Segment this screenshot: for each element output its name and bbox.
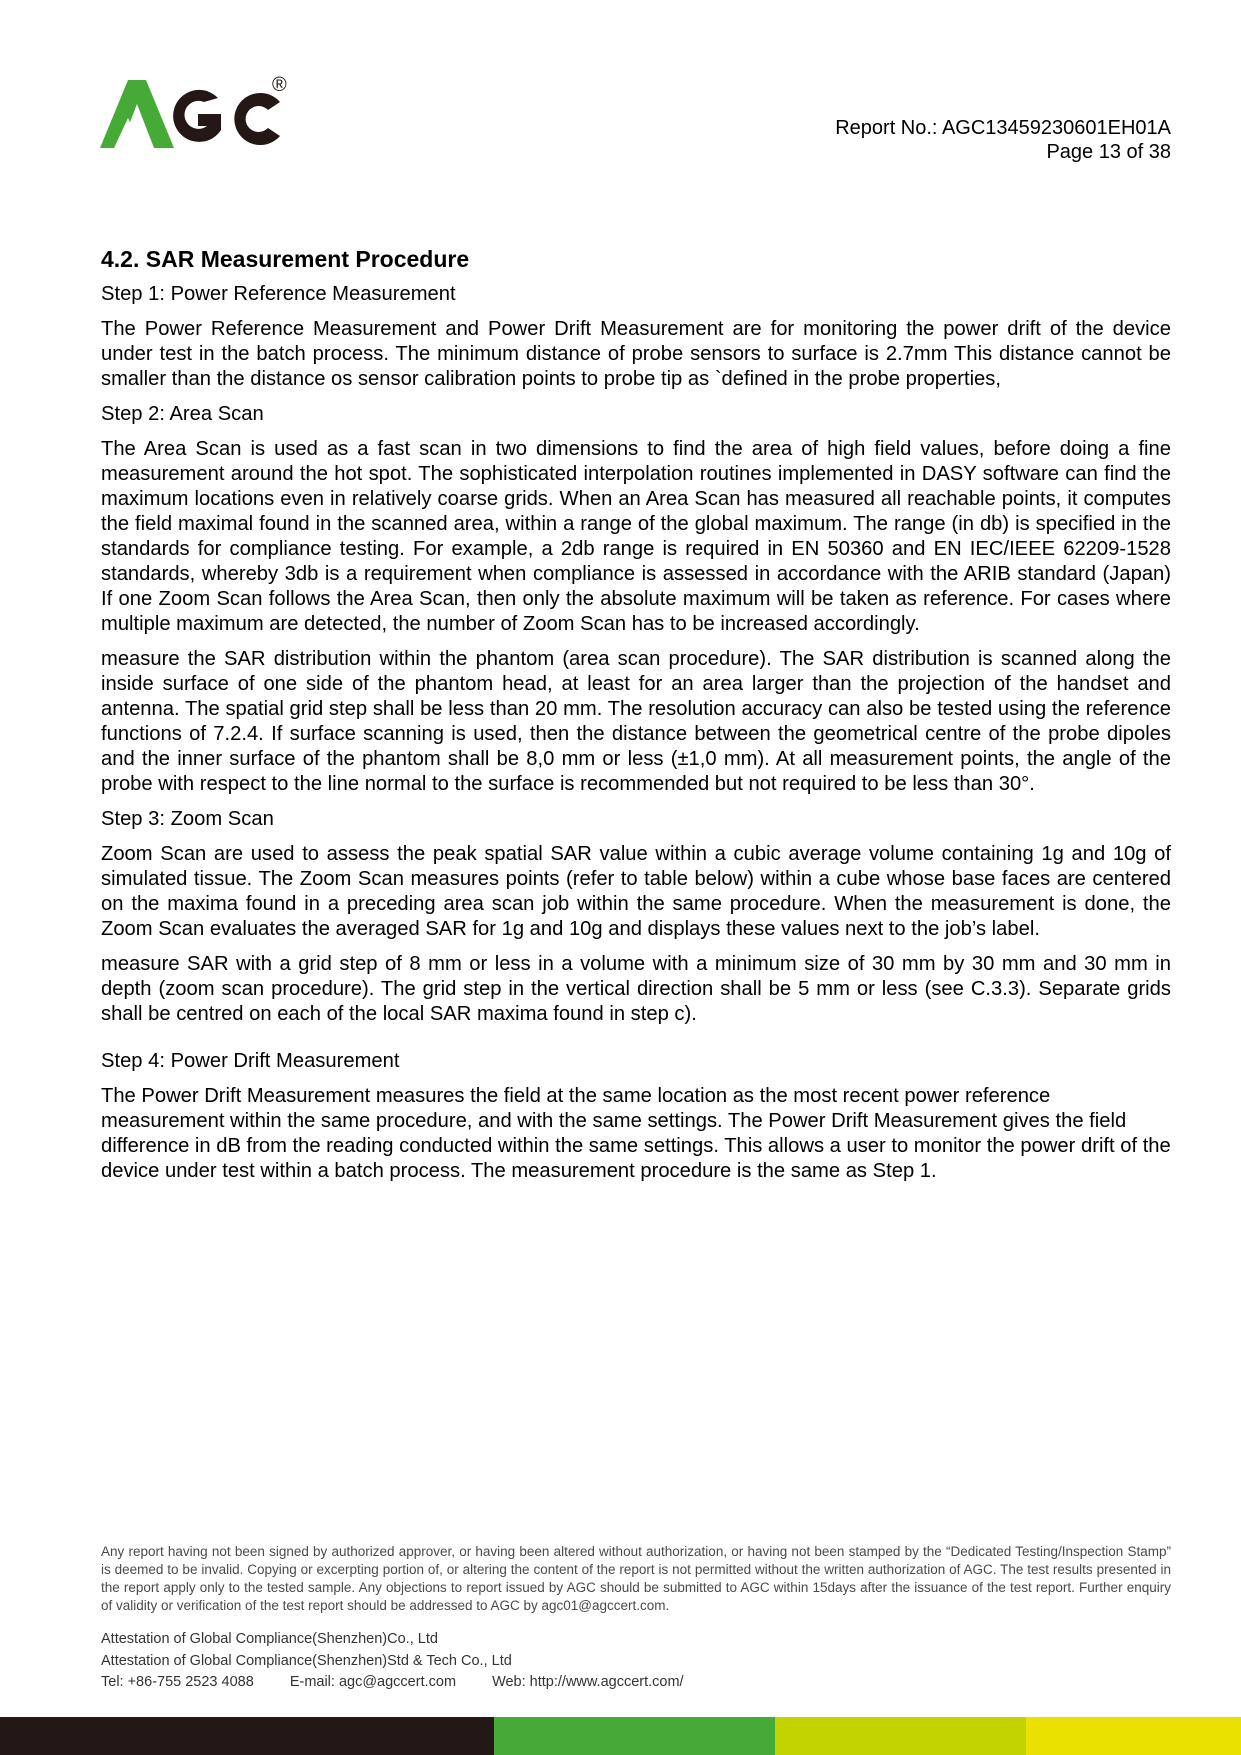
email-link[interactable]: E-mail: agc@agccert.com (289, 1674, 457, 1690)
footer-company-info (101, 1629, 1171, 1694)
step-4-paragraph: The Power Drift Measurement measures the field at the same location as the most recent power reference measurement within the same procedure, and with the same settings. The Power Drift Measurement gives the field difference in dB from the reading conducted within the same settings. This allows a user to monitor the power drift of the device under test within a batch process. The measurement procedure is the same as Step 1. (101, 1085, 1171, 1182)
step-2-paragraph-2: measure the SAR distribution within the phantom (area scan procedure). The SAR distribution is scanned along the inside surface of one side of the phantom head, at least for an area larger than the projection of the handset and antenna. The spatial grid step shall be less than 20 mm. The resolution accuracy can also be tested using the reference functions of 7.2.4. If surface scanning is used, then the distance between the geometrical centre of the probe dipoles and the inner surface of the phantom shall be 8,0 mm or less (±1,0 mm). At all measurement points, the angle of the probe with respect to the line normal to the surface is recommended but not required to be less than 30°. (101, 648, 1171, 795)
bar-segment-lime (775, 1717, 1026, 1755)
step-1-heading: Step 1: Power Reference Measurement (101, 283, 456, 305)
bar-segment-dark (0, 1717, 494, 1755)
main-content (101, 244, 1171, 1194)
report-number: Report No.: AGC13459230601EH01A (835, 117, 1171, 139)
step-4-heading: Step 4: Power Drift Measurement (101, 1050, 400, 1072)
step-1-paragraph: The Power Reference Measurement and Power Drift Measurement are for monitoring the power drift of the device under test in the batch process. The minimum distance of probe sensors to surface is 2.7mm This distance cannot be smaller than the distance os sensor calibration points to probe tip as `defined in the probe properties, (101, 318, 1171, 390)
step-3-heading: Step 3: Zoom Scan (101, 808, 274, 830)
step-2-heading: Step 2: Area Scan (101, 403, 264, 425)
contact-line (101, 1672, 1171, 1694)
step-2-paragraph-1: The Area Scan is used as a fast scan in two dimensions to find the area of high field values, before doing a fine measurement around the hot spot. The sophisticated interpolation routines implemented in DASY software can find the maximum locations even in relatively coarse grids. When an Area Scan has measured all reachable points, it computes the field maximal found in the scanned area, within a range of the global maximum. The range (in db) is specified in the standards for compliance testing. For example, a 2db range is required in EN 50360 and EN IEC/IEEE 62209-1528 standards, whereby 3db is a requirement when compliance is assessed in accordance with the ARIB standard (Japan) If one Zoom Scan follows the Area Scan, then only the absolute maximum will be taken as reference. For cases where multiple maximum are detected, the number of Zoom Scan has to be increased accordingly. (101, 438, 1171, 635)
web-link[interactable]: Web: http://www.agccert.com/ (492, 1674, 684, 1690)
registered-mark: ® (272, 74, 287, 96)
step-3-paragraph-1: Zoom Scan are used to assess the peak spatial SAR value within a cubic average volume containing 1g and 10g of simulated tissue. The Zoom Scan measures points (refer to table below) within a cube whose base faces are centered on the maxima found in a preceding area scan job within the same procedure. When the measurement is done, the Zoom Scan evaluates the averaged SAR for 1g and 10g and displays these values next to the job’s label. (101, 843, 1171, 940)
company-name-2: Attestation of Global Compliance(Shenzhen)Std & Tech Co., Ltd (101, 1652, 512, 1669)
agc-logo-icon (100, 78, 290, 150)
brand-color-bar (0, 1717, 1241, 1755)
report-info (835, 116, 1171, 164)
bar-segment-green (494, 1717, 775, 1755)
company-name-1: Attestation of Global Compliance(Shenzhen)Co., Ltd (101, 1631, 438, 1647)
section-title: 4.2. SAR Measurement Procedure (101, 246, 470, 272)
footer-disclaimer: Any report having not been signed by authorized approver, or having been altered without authorization, or having not been stamped by the “Dedicated Testing/Inspection Stamp” is deemed to be invalid. Copying or excerpting portion of, or altering the content of the report is not permitted without the written authorization of AGC. The test results presented in the report apply only to the tested sample. Any objections to report issued by AGC should be submitted to AGC within 15days after the issuance of the test report. Further enquiry of validity or verification of the test report should be addressed to AGC by agc01@agccert.com. (101, 1544, 1171, 1613)
step-3-paragraph-2: measure SAR with a grid step of 8 mm or less in a volume with a minimum size of 30 mm by 30 mm and 30 mm in depth (zoom scan procedure). The grid step in the vertical direction shall be 5 mm or less (see C.3.3). Separate grids shall be centred on each of the local SAR maxima found in step c). (101, 953, 1171, 1025)
bar-segment-yellow (1026, 1717, 1241, 1755)
page-number: Page 13 of 38 (1046, 141, 1171, 163)
phone: Tel: +86-755 2523 4088 (101, 1674, 254, 1690)
